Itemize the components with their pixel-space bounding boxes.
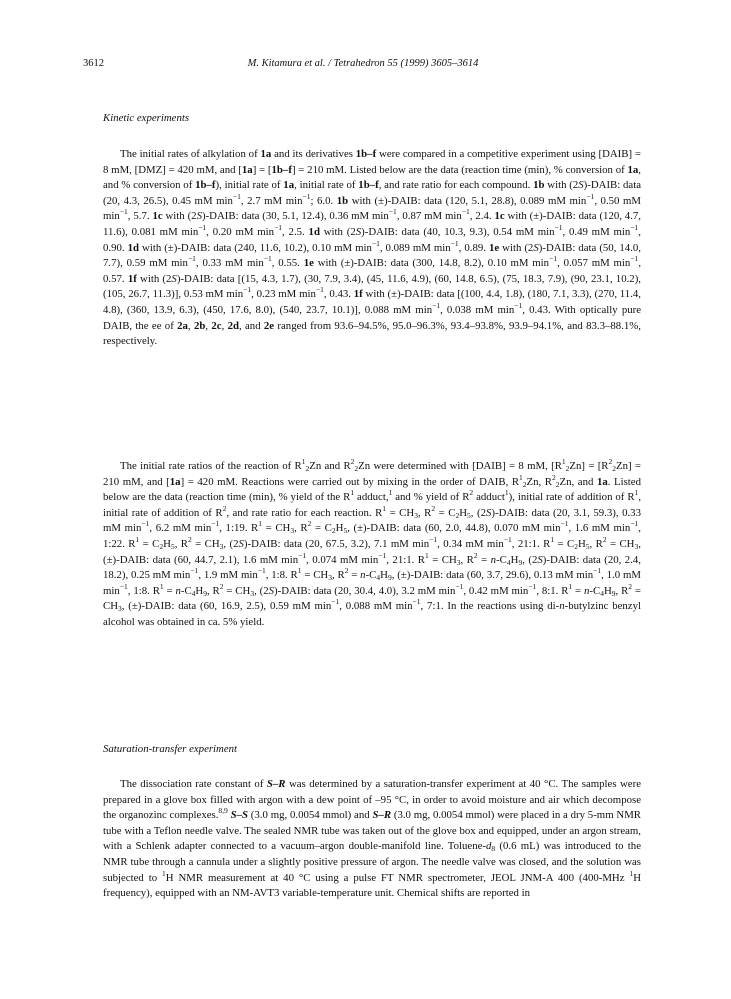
page-number: 3612 — [83, 58, 104, 69]
section-heading-saturation: Saturation-transfer experiment — [103, 743, 238, 755]
section-heading-kinetic: Kinetic experiments — [103, 112, 190, 124]
paragraph-saturation-1: The dissociation rate constant of S–R was determined by a saturation-transfer experiment at 40 °C. The samples were prepared in a glove box filled with argon with a dew point of –95 °C, in order to avoid moisture and air which decompose the organozinc complexes.$^{8,9}$ S–S (3.0 mg, 0.0054 mmol) and S–R (3.0 mg, 0.0054 mmol) were placed in a dry 5-mm NMR tube with a Teflon needle valve. The sealed NMR tube was taken out of the glove box and equipped, under an argon stream, with a Schlenk adapter connected to a vacuum–argon double-manifold line. Toluene-$d_8$ (0.6 mL) was introduced to the NMR tube through a cannula under a slightly positive pressure of argon. The needle valve was closed, and the solution was subjected to $^1$H NMR measurement at 40 °C using a pulse FT NMR spectrometer, JEOL JNM-A 400 (400-MHz $^1$H frequency), equipped with an NM-AVT3 variable-temperature unit. Chemical shifts are reported in — [103, 778, 641, 900]
running-head: M. Kitamura et al. / Tetrahedron 55 (1999) 3605–3614 — [247, 58, 479, 69]
page-header — [83, 58, 643, 74]
paragraph-kinetic-2: The initial rate ratios of the reaction of $R^1_2Zn$ and $R^2_2Zn$ were determined with [DAIB] = 8 mM, $[R^1_2Zn] = [R^2_2Zn] = 210$ mM, and [1a] = 420 mM. Reactions were carried out by mixing in the order of DAIB, $R^1_2Zn$, $R^2_2Zn$, and 1a. Listed below are the data (reaction time (min), % yield of the $R^1$ adduct,$^1$ and % yield of $R^2$ adduct$^1$), initial rate of addition of $R^1$, initial rate of addition of $R^2$, and rate ratio for each reaction. $R^1 = CH_3$, $R^2 = C_2H_5$, (2S)-DAIB: data (20, 3.1, 59.3), 0.33 mM $\min^{-1}$, 6.2 mM $\min^{-1}$, 1:19. $R^1 = CH_3$, $R^2 = C_2H_5$, (±)-DAIB: data (60, 2.0, 44.8), 0.070 mM $\min^{-1}$, 1.6 mM $\min^{-1}$, 1:22. $R^1 = C_2H_5$, $R^2 = CH_3$, (2S)-DAIB: data (20, 67.5, 3.2), 7.1 mM $\min^{-1}$, 0.34 mM $\min^{-1}$, 21:1. $R^1 = C_2H_5$, $R^2 = CH_3$, (±)-DAIB: data (60, 44.7, 2.1), 1.6 mM $\min^{-1}$, 0.074 mM $\min^{-1}$, 21:1. $R^1 = CH_3$, $R^2 = n-C_4H_9$, (2S)-DAIB: data (20, 2.4, 18.2), 0.25 mM $\min^{-1}$, 1.9 mM $\min^{-1}$, 1:8. $R^1 = CH_3$, $R^2 = n-C_4H_9$, (±)-DAIB: data (60, 3.7, 29.6), 0.13 mM $\min^{-1}$, 1.0 mM $\min^{-1}$, 1:8. $R^1 = n-C_4H_9$, $R^2 = CH_3$, (2S)-DAIB: data (20, 30.4, 4.0), 3.2 mM $\min^{-1}$, 0.42 mM $\min^{-1}$, 8:1. $R^1 = n-C_4H_9$, $R^2 = CH_3$, (±)-DAIB: data (60, 16.9, 2.5), 0.59 mM $\min^{-1}$, 0.088 mM $\min^{-1}$, 7:1. In the reactions using di-n-butylzinc benzyl alcohol was obtained in ca. 5% yield. — [103, 457, 642, 628]
paragraph-kinetic-1: The initial rates of alkylation of 1a and its derivatives 1b–f were compared in a competitive experiment using [DAIB] = 8 mM, [DMZ] = 420 mM, and [1a] = [1b–f] = 210 mM. Listed below are the data (reaction time (min), % conversion of 1a, and % conversion of 1b–f), initial rate of 1a, initial rate of 1b–f, and rate ratio for each compound. 1b with (2S)-DAIB: data (20, 4.3, 26.5), 0.45 mM $\min^{-1}$, 2.7 mM $\min^{-1}$; 6.0. 1b with (±)-DAIB: data (120, 5.1, 28.8), 0.089 mM $\min^{-1}$, 0.50 mM $\min^{-1}$, 5.7. 1c with (2S)-DAIB: data (30, 5.1, 12.4), 0.36 mM $\min^{-1}$, 0.87 mM $\min^{-1}$, 2.4. 1c with (±)-DAIB: data (120, 4.7, 11.6), 0.081 mM $\min^{-1}$, 0.20 mM $\min^{-1}$, 2.5. 1d with (2S)-DAIB: data (40, 10.3, 9.3), 0.54 mM $\min^{-1}$, 0.49 mM $\min^{-1}$, 0.90. 1d with (±)-DAIB: data (240, 11.6, 10.2), 0.10 mM $\min^{-1}$, 0.089 mM $\min^{-1}$, 0.89. 1e with (2S)-DAIB: data (50, 14.0, 7.7), 0.59 mM $\min^{-1}$, 0.33 mM $\min^{-1}$, 0.55. 1e with (±)-DAIB: data (300, 14.8, 8.2), 0.10 mM $\min^{-1}$, 0.057 mM $\min^{-1}$, 0.57. 1f with (2S)-DAIB: data [(15, 4.3, 1.7), (30, 7.9, 3.4), (45, 11.6, 4.9), (60, 14.8, 6.5), (75, 18.3, 7.9), (90, 23.1, 10.2), (105, 26.7, 11.3)], 0.53 mM $\min^{-1}$, 0.23 mM $\min^{-1}$, 0.43. 1f with (±)-DAIB: data [(100, 4.4, 1.8), (180, 7.1, 3.3), (270, 11.4, 4.8), (360, 13.9, 6.3), (450, 17.6, 8.0), (540, 23.7, 10.1)], 0.088 mM $\min^{-1}$, 0.038 mM $\min^{-1}$, 0.43. With optically pure DAIB, the ee of 2a, 2b, 2c, 2d, and 2e ranged from 93.6–94.5%, 95.0–96.3%, 93.4–93.8%, 93.9–94.1%, and 83.3–88.1%, respectively. — [103, 148, 642, 348]
